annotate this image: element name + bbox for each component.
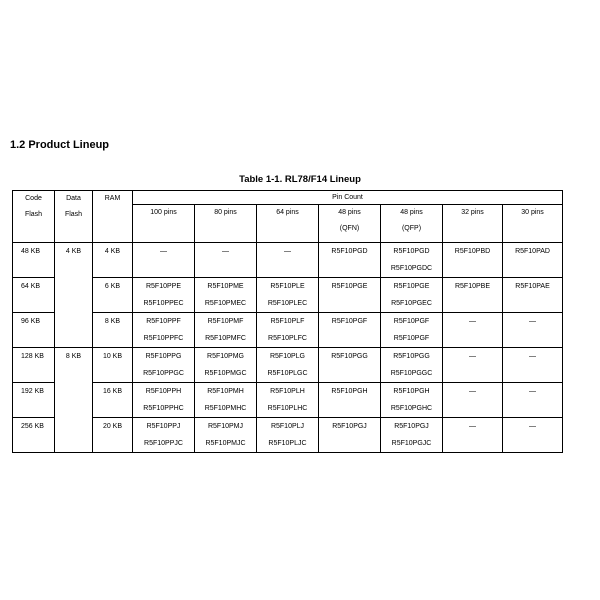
ram-cell: 4 KB [93,243,133,278]
code-flash-cell: 48 KB [13,243,55,278]
part-number-cell [195,278,257,313]
header-pin-label: 32 pins [461,209,484,216]
part-number-cell [443,348,503,383]
data-flash-cell [55,383,93,418]
part-number: R5F10PGE [331,283,368,290]
data-flash-cell [55,278,93,313]
header-pin-column [133,205,195,243]
part-number: R5F10PPJ [146,423,181,430]
section-heading: 1.2 Product Lineup [10,139,110,151]
table-caption: Table 1-1. RL78/F14 Lineup [239,174,361,185]
part-number-cell [381,348,443,383]
header-ram: RAM [93,191,133,243]
part-number: R5F10PLJC [268,440,307,447]
part-number: R5F10PLE [270,283,305,290]
part-number: R5F10PGJC [391,440,432,447]
part-number-cell [257,348,319,383]
part-number-cell [195,313,257,348]
header-data-flash: Data Flash [55,191,93,243]
part-number: R5F10PAE [515,283,550,290]
part-number-cell [319,418,381,453]
table-row [13,348,563,383]
part-number-cell [133,383,195,418]
header-pin-label: 80 pins [214,209,237,216]
code-flash-cell: 64 KB [13,278,55,313]
part-number-cell [195,418,257,453]
part-number-cell [443,243,503,278]
header-pin-label: (QFP) [401,225,422,232]
part-number: R5F10PPHC [143,405,184,412]
part-number: R5F10PMG [207,353,244,360]
part-number-cell [257,278,319,313]
part-number: R5F10PGH [331,388,368,395]
part-number-cell [503,278,563,313]
ram-cell: 20 KB [93,418,133,453]
code-flash-cell: 96 KB [13,313,55,348]
header-pin-label: 48 pins [400,209,423,216]
ram-cell: 16 KB [93,383,133,418]
part-number-cell [195,383,257,418]
part-number-cell [503,383,563,418]
header-pin-label: 30 pins [521,209,544,216]
part-number-cell [443,383,503,418]
part-number: R5F10PGH [393,388,430,395]
part-number: — [529,353,537,360]
part-number: R5F10PLEC [267,300,308,307]
part-number: R5F10PGD [331,248,368,255]
code-flash-cell: 192 KB [13,383,55,418]
part-number: R5F10PGDC [390,265,433,272]
part-number: R5F10PPGC [143,370,184,377]
part-number: R5F10PPEC [143,300,184,307]
part-number: R5F10PGD [393,248,430,255]
part-number: R5F10PLG [269,353,306,360]
part-number-cell [443,418,503,453]
part-number-cell [133,243,195,278]
header-code-flash: Code Flash [13,191,55,243]
part-number: R5F10PGHC [390,405,433,412]
data-flash-cell: 8 KB [55,348,93,383]
part-number: R5F10PMJ [207,423,243,430]
part-number: — [529,318,537,325]
part-number: R5F10PBD [454,248,491,255]
part-number: R5F10PGF [393,318,430,325]
part-number-cell [133,348,195,383]
table-row [13,383,563,418]
part-number: R5F10PPH [145,388,182,395]
part-number: R5F10PLH [270,388,305,395]
part-number-cell [319,243,381,278]
part-number: — [469,388,476,395]
part-number: R5F10PMHC [204,405,247,412]
ram-cell: 10 KB [93,348,133,383]
part-number: R5F10PGF [331,318,368,325]
header-pin-column [381,205,443,243]
part-number: — [284,248,291,255]
header-pin-column [443,205,503,243]
header-pin-count: Pin Count [133,191,563,205]
header-pin-column [257,205,319,243]
part-number-cell [503,313,563,348]
part-number: R5F10PLHC [267,405,308,412]
part-number-cell [381,278,443,313]
header-pin-label: (QFN) [339,225,360,232]
part-number: R5F10PGG [331,353,368,360]
part-number: R5F10PPF [146,318,181,325]
part-number-cell [381,383,443,418]
header-pin-column [195,205,257,243]
header-pin-label: 100 pins [150,209,177,216]
part-number: — [529,423,537,430]
code-flash-cell: 128 KB [13,348,55,383]
part-number-cell [195,243,257,278]
header-pin-label: 64 pins [276,209,299,216]
part-number: R5F10PMH [207,388,244,395]
part-number-cell [133,278,195,313]
table-row [13,243,563,278]
part-number-cell [443,278,503,313]
ram-cell: 8 KB [93,313,133,348]
part-number: — [529,388,537,395]
part-number: R5F10PGJ [332,423,367,430]
data-flash-cell [55,418,93,453]
part-number: R5F10PPJC [144,440,183,447]
part-number-cell [503,418,563,453]
part-number: — [469,353,476,360]
part-number-cell [503,243,563,278]
part-number: R5F10PME [207,283,244,290]
header-pin-column [319,205,381,243]
lineup-table [12,190,563,453]
part-number: R5F10PAD [515,248,550,255]
part-number: R5F10PLFC [268,335,307,342]
part-number-cell [319,278,381,313]
part-number: R5F10PMEC [204,300,247,307]
part-number: R5F10PMGC [204,370,247,377]
part-number: — [222,248,229,255]
part-number: R5F10PMFC [205,335,246,342]
part-number-cell [319,383,381,418]
part-number-cell [443,313,503,348]
part-number: R5F10PPG [145,353,182,360]
header-pin-label: 48 pins [338,209,361,216]
table-row [13,278,563,313]
part-number: R5F10PGEC [391,300,432,307]
part-number: R5F10PMF [207,318,244,325]
part-number-cell [133,313,195,348]
table-row [13,418,563,453]
part-number-cell [319,313,381,348]
part-number: R5F10PGE [393,283,430,290]
part-number: R5F10PLGC [267,370,308,377]
part-number-cell [503,348,563,383]
table-row [13,313,563,348]
part-number-cell [195,348,257,383]
part-number-cell [257,313,319,348]
part-number: R5F10PPFC [143,335,184,342]
part-number: — [469,318,476,325]
header-pin-column [503,205,563,243]
part-number: R5F10PGF [393,335,430,342]
part-number-cell [381,418,443,453]
part-number-cell [257,243,319,278]
part-number-cell [257,418,319,453]
part-number: R5F10PGG [393,353,430,360]
data-flash-cell [55,313,93,348]
part-number: R5F10PGJ [394,423,429,430]
part-number-cell [381,313,443,348]
part-number: — [469,423,476,430]
data-flash-cell: 4 KB [55,243,93,278]
code-flash-cell: 256 KB [13,418,55,453]
part-number: R5F10PMJC [205,440,246,447]
part-number: R5F10PLF [270,318,305,325]
part-number: — [160,248,167,255]
part-number-cell [257,383,319,418]
part-number-cell [319,348,381,383]
part-number: R5F10PLJ [270,423,305,430]
part-number-cell [133,418,195,453]
part-number-cell [381,243,443,278]
part-number: R5F10PGGC [390,370,433,377]
ram-cell: 6 KB [93,278,133,313]
part-number: R5F10PPE [145,283,182,290]
part-number: R5F10PBE [454,283,491,290]
